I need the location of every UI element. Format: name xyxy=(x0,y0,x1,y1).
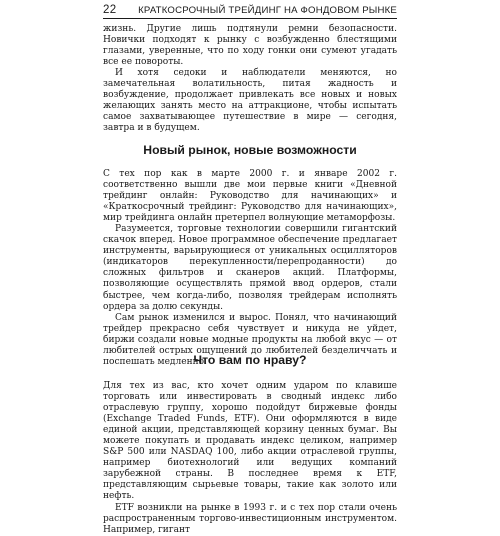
heading-what-you-like: Что вам по нраву? xyxy=(193,353,307,367)
paragraph-ride-continuation: жизнь. Другие лишь подтянули ремни безопасности. Новички подходят к рынку с возбужденно блестящими глазами, уверенные, что по ходу гонки они сумеют угадать все ее повороты. xyxy=(103,24,397,68)
section-what-you-like xyxy=(103,353,397,367)
intro-text xyxy=(103,24,397,134)
running-header xyxy=(103,4,397,18)
running-title: КРАТКОСРОЧНЫЙ ТРЕЙДИНГ НА ФОНДОВОМ РЫНКЕ xyxy=(138,5,397,16)
etf-text xyxy=(103,381,397,536)
paragraph-volatility: И хотя седоки и наблюдатели меняются, но замечательная волатильность, питая жадность и возбуждение, продолжает привлекать все новых и новых желающих занять место на аттракционе, чтобы испытать самое захватывающее путешествие в мире — сегодня, завтра и в будущем. xyxy=(103,68,397,134)
paragraph-first-books: С тех пор как в марте 2000 г. и январе 2002 г. соответственно вышли две мои первые книги «Дневной трейдинг онлайн: Руководство для начинающих» и «Краткосрочный трейдинг: Руководство для начинающих», мир трейдинга онлайн претерпел волнующие метаморфозы. xyxy=(103,169,397,224)
header-rule xyxy=(103,18,397,19)
page-number: 22 xyxy=(103,4,117,16)
paragraph-etf-intro: Для тех из вас, кто хочет одним ударом по клавише торговать или инвестировать в сводный индекс либо отраслевую группу, хорошо подойдут биржевые фонды (Exchange Traded Funds, ETF). Они оформляются в виде единой акции, представляющей корзину ценных бумаг. Вы можете покупать и продавать индекс целиком, например S&P 500 или NASDAQ 100, либо акции отраслевой группы, например биотехнологий или ведущих компаний зарубежной страны. В последнее время к ETF, представляющим сырьевые товары, такие как золото или нефть. xyxy=(103,381,397,502)
paragraph-etf-history: ETF возникли на рынке в 1993 г. и с тех пор стали очень распространенным торгово-инвестиционным инструментом. Например, гигант xyxy=(103,502,397,535)
new-market-text xyxy=(103,169,397,368)
paragraph-market-changes: Сам рынок изменился и вырос. Понял, что начинающий трейдер прекрасно себя чувствует и никуда не уйдет, биржи создали новые модные продукты на любой вкус — от любителей острых ощущений до любителей безделиччать и поспешать медленно. xyxy=(103,312,397,367)
heading-new-market: Новый рынок, новые возможности xyxy=(143,143,357,157)
section-new-market xyxy=(103,143,397,157)
paragraph-technology: Разумеется, торговые технологии совершили гигантский скачок вперед. Новое программное обеспечение предлагает инструменты, варьирующиеся от уникальных осцилляторов (индикаторов перекупленности/перепроданности) до сложных фильтров и сканеров акций. Платформы, позволяющие осуществлять прямой ввод ордеров, стали быстрее, чем когда-либо, позволяя трейдерам исполнять ордера за долю секунды. xyxy=(103,224,397,312)
